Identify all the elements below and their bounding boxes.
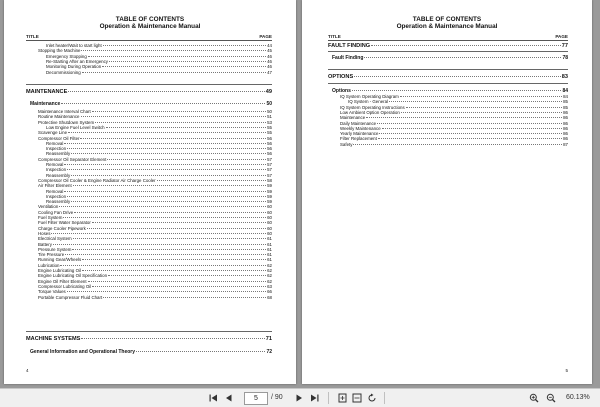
dot-leader [71,153,266,154]
toc-entry-page: 61 [267,257,272,263]
toc-entry-page: 83 [561,74,568,80]
toc-entry-title: Maintenance [340,115,366,121]
dot-leader [60,265,266,266]
toc-entry-title: Removal [46,162,64,167]
dot-leader [401,112,562,113]
toc-entry-page: 57 [267,162,272,167]
dot-leader [82,72,266,73]
toc-entry-title: Re-Starting After an Emergency [46,58,108,64]
dot-leader [67,169,266,170]
toc-entry-title: Decommissioning [46,69,81,75]
toc-entry-page: 86 [563,120,568,126]
dot-leader [95,122,266,123]
toc-entry-page: 57 [267,172,272,178]
toc-entry-title: Monitoring During Operation [46,64,102,70]
toc-entry-title: Battery [38,241,52,247]
dot-leader [68,132,266,133]
dot-leader [107,159,266,160]
toc-entry-title: Cooling Fan Drive [38,209,74,215]
toc-entry-page: 50 [267,109,272,114]
dot-leader [51,233,266,234]
toc-entry-page: 59 [267,183,272,189]
toc-entry-page: 51 [267,114,272,120]
fit-width-icon[interactable] [351,392,363,404]
dot-leader [74,212,266,213]
toc-entry-page: 84 [563,94,568,99]
toc-entry-title: Low Engine Fuel Level Switch [46,124,105,130]
dot-leader [108,275,266,276]
dot-leader [63,217,266,218]
toc-entry-title: IQ System Operating Instructions [340,104,405,110]
toc-entry-title: Compressor Oil Cooler & Engine Radiator Air Charge Cooler [38,177,156,183]
dot-leader [378,138,562,139]
toc-entry-title: Reassembly [46,199,71,205]
toc-entry[interactable] [332,55,568,61]
toc-entry-page: 49 [265,89,272,95]
toc-entry-title: Lubrication [38,262,60,268]
toc-entry-page: 86 [563,125,568,131]
dot-leader [353,144,562,145]
dot-leader [88,281,267,282]
toc-entry-title: Hoses [38,230,51,236]
dot-leader [103,297,266,298]
toc-entry-title: Compressor Lubricating Oil [38,283,92,289]
dot-leader [81,116,267,117]
page-number-input[interactable] [244,392,268,405]
dot-leader [61,103,265,104]
toc-entry-title: Engine Oil Filter Element [38,278,87,284]
toc-entry[interactable] [328,43,568,50]
toc-entry-page: 68 [267,294,272,300]
dot-leader [71,201,266,202]
toc-entry[interactable] [26,89,272,96]
toc-entry-title: Scavenge Line [38,130,68,136]
toc-entry-page: 56 [267,151,272,157]
zoom-in-icon[interactable] [528,392,540,404]
fit-page-icon[interactable] [336,392,348,404]
dot-leader [406,107,562,108]
toc-title: TABLE OF CONTENTS [412,16,482,23]
toolbar-divider [328,392,329,404]
toc-entry-title: Protective Shutdown System [38,119,95,125]
dot-leader [371,45,561,46]
dot-leader [59,206,266,207]
dot-leader [67,196,266,197]
dot-leader [382,128,562,129]
toc-entry-page: 60 [267,215,272,220]
toc-entry[interactable] [46,70,272,75]
previous-page-icon[interactable] [222,392,234,404]
toc-entry-title: Reassembly [46,151,71,157]
dot-leader [377,123,562,124]
dot-leader [67,148,266,149]
toc-entry-page: 57 [267,167,272,173]
column-header-page: PAGE [555,34,568,39]
toc-entry-page: 86 [563,131,568,137]
toc-entry-page: 78 [562,55,568,61]
dot-leader [366,117,562,118]
dot-leader [379,133,562,134]
toc-entry-title: Reassembly [46,172,71,178]
dot-leader [400,96,562,97]
toc-entry-page: 84 [562,88,568,94]
section-rule [328,69,568,70]
toc-entry-title: Compressor Oil Separator Element [38,156,107,162]
header-rule [26,40,272,41]
toc-entry-title: Portable Compressor Fluid Chart [38,294,103,300]
dot-leader [106,127,267,128]
toc-entry-page: 60 [267,204,272,210]
dot-leader [64,164,266,165]
toc-entry-title: Inspection [46,167,67,173]
toc-entry-title: General Information and Operational Theory [30,349,136,355]
toc-entry-title: Engine Lubricating Oil Specification [38,273,108,279]
toc-entry-page: 60 [267,209,272,215]
toc-entry-page: 56 [267,140,272,146]
toc-entry-page: 63 [267,283,272,289]
dot-leader [103,45,266,46]
section-rule [26,84,272,85]
toc-entry[interactable] [38,295,272,300]
toc-entry-title: Daily Maintenance [340,120,377,126]
dot-leader [64,191,266,192]
toc-entry-title: MAINTENANCE [26,89,68,95]
toc-entry-page: 44 [267,43,272,48]
toc-entry-title: Tire Pressure [38,252,65,258]
toc-entry-title: Yearly Maintenance [340,131,379,137]
toc-entry-title: Inspection [46,193,67,199]
toc-entry-title: Inlet heater/Wait to start light [46,43,102,48]
toc-entry-page: 60 [267,220,272,226]
toolbar-divider [384,392,385,404]
dot-leader [67,291,266,292]
document-page-left [4,0,296,384]
toc-subtitle: Operation & Maintenance Manual [99,23,201,30]
dot-leader [64,143,266,144]
toc-entry-page: 46 [267,58,272,64]
toc-entry-title: Fault Finding [332,55,364,61]
toc-entry-page: 87 [563,141,568,147]
toc-entry-title: Air Filter Element [38,183,72,189]
toc-entry-title: Maintenance Interval Chart [38,109,91,114]
toc-entry-page: 57 [267,156,272,162]
dot-leader [73,238,266,239]
toc-entry-page: 59 [267,193,272,199]
toc-entry-title: Removal [46,188,64,194]
toc-entry-page: 61 [267,241,272,247]
toc-entry-title: Fuel Filter Water Separator [38,220,91,226]
toc-entry[interactable] [340,142,568,147]
dot-leader [92,111,266,112]
dot-leader [81,338,264,339]
pdf-viewer-toolbar [0,388,600,407]
dot-leader [82,270,266,271]
toc-entry-title: Filter Replacement [340,136,377,142]
toc-entry-page: 61 [267,236,272,242]
header-rule [328,40,568,41]
dot-leader [364,57,561,58]
dot-leader [81,50,266,51]
toc-entry-page: 59 [267,199,272,205]
toc-entry-page: 46 [267,53,272,59]
next-page-icon[interactable] [293,392,305,404]
toc-entry-title: Engine Lubricating Oil [38,268,81,273]
dot-leader [53,244,266,245]
toc-entry[interactable] [328,74,568,81]
toc-entry-title: Low Ambient Option Operation [340,109,400,115]
dot-leader [389,101,562,102]
toc-entry-page: 62 [267,278,272,284]
toc-entry-page: 77 [561,43,568,49]
toc-entry-page: 59 [267,188,272,194]
toc-entry-title: IQ System Operating Diagram [340,94,399,99]
toc-entry-title: Fuel System [38,215,63,220]
toc-entry-page: 58 [267,177,272,183]
dot-leader [352,90,562,91]
toc-entry-title: Inspection [46,146,67,152]
toc-entry-title: Torque Values [38,289,66,295]
toc-entry-title: Weekly Maintenance [340,125,381,131]
dot-leader [71,175,266,176]
toc-entry-title: Charge Cooler Pipework [38,225,86,231]
section-rule [328,51,568,52]
toc-entry-page: 56 [267,135,272,141]
column-header-page: PAGE [259,34,272,39]
toc-entry-page: 46 [267,64,272,70]
page-number: 4 [26,368,29,373]
section-rule [328,83,568,84]
toc-entry-page: 86 [563,109,568,115]
toc-entry-page: 62 [267,262,272,268]
toc-entry-title: Ventilation [38,204,59,210]
toc-entry-title: Pressure System [38,246,72,252]
toc-entry[interactable] [30,349,272,355]
toc-entry-title: MACHINE SYSTEMS [26,336,81,342]
toc-entry-title: OPTIONS [328,74,354,80]
toc-entry-page: 56 [267,146,272,152]
toc-entry-page: 72 [266,349,272,355]
toc-entry-page: 53 [267,119,272,125]
zoom-out-icon[interactable] [545,392,557,404]
toc-entry-title: Routine Maintenance [38,114,80,120]
toc-entry-title: Electrical System [38,236,72,242]
column-header-title: TITLE [26,34,39,39]
dot-leader [73,185,266,186]
toc-entry-title: Maintenance [30,101,61,107]
dot-leader [109,61,266,62]
page-number: 5 [565,368,568,373]
dot-leader [157,180,266,181]
toc-entry-page: 86 [563,115,568,121]
document-page-right [302,0,592,384]
toc-entry-page: 50 [266,101,272,107]
toc-entry-page: 45 [267,48,272,54]
toc-title: TABLE OF CONTENTS [115,16,185,23]
column-header-title: TITLE [328,34,341,39]
dot-leader [92,222,266,223]
toc-entry-page: 71 [265,336,272,342]
toc-entry[interactable] [30,101,272,107]
page-count: / 90 [271,394,283,401]
toc-entry-title: Compressor Oil Filter [38,135,80,141]
dot-leader [92,286,266,287]
toc-entry-page: 85 [563,99,568,105]
toc-entry-page: 47 [267,69,272,75]
toc-entry-title: Options [332,88,351,94]
dot-leader [82,259,266,260]
toc-entry-page: 86 [563,136,568,142]
toc-entry-page: 61 [267,252,272,258]
toc-entry-title: FAULT FINDING [328,43,371,49]
toc-entry[interactable] [26,336,272,343]
dot-leader [80,138,266,139]
toc-entry-title: Emergency Stopping [46,53,87,59]
dot-leader [65,254,266,255]
dot-leader [72,249,266,250]
toc-entry-page: 62 [267,273,272,279]
toc-entry-page: 55 [267,124,272,130]
toc-entry-page: 60 [267,225,272,231]
dot-leader [136,351,265,352]
rotate-icon[interactable] [366,392,378,404]
toc-entry-page: 61 [267,246,272,252]
dot-leader [87,228,266,229]
toc-subtitle: Operation & Maintenance Manual [396,23,498,30]
toc-entry-page: 55 [267,130,272,136]
toc-entry-title: Stopping the Machine [38,48,81,54]
toc-entry-page: 60 [267,230,272,236]
section-rule [26,331,272,332]
skip-first-icon[interactable] [207,392,219,404]
toc-entry-title: Removal [46,140,64,146]
toc-entry-page: 85 [563,104,568,110]
skip-last-icon[interactable] [308,392,320,404]
toc-entry-page: 66 [267,289,272,295]
toc-entry-title: Safety [340,141,353,147]
dot-leader [88,56,266,57]
toc-entry-page: 62 [267,268,272,273]
dot-leader [68,91,264,92]
toc-entry-title: Running Gear/Wheels [38,257,82,263]
toc-entry-title: IQ System - General [348,99,389,105]
zoom-level[interactable]: 60.13% [566,394,590,401]
dot-leader [102,66,266,67]
dot-leader [354,76,561,77]
